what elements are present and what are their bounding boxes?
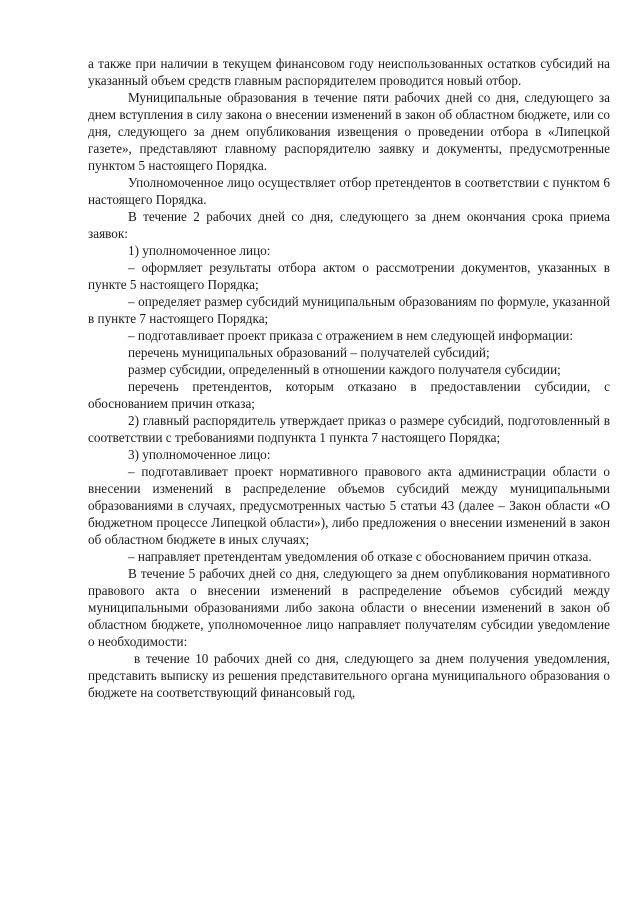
list-item: – подготавливает проект нормативного правового акта администрации области о внесении изменений в распределение объемов субсидий между муниципальными образованиями в случаях, предусмотренных частью 5 статьи 43 (далее – Закон области «О бюджетном процессе Липецкой области»), либо предложения о внесении изменений в закон об областном бюджете в иных случаях; xyxy=(88,464,610,547)
paragraph: в течение 10 рабочих дней со дня, следующего за днем получения уведомления, представить выписку из решения представительного органа муниципального образования о бюджете на соответствующий финансовый год, xyxy=(88,651,610,700)
list-item: – направляет претендентам уведомления об отказе с обоснованием причин отказа. xyxy=(128,549,592,564)
list-item: перечень муниципальных образований – получателей субсидий; xyxy=(128,345,490,360)
list-heading: 3) уполномоченное лицо: xyxy=(128,447,271,462)
paragraph: Муниципальные образования в течение пяти рабочих дней со дня, следующего за днем вступления в силу закона о внесении изменений в закон об областном бюджете, или со дня, следующего за днем опубликования извещения о проведении отбора в «Липецкой газете», представляют главному распорядителю заявку и документы, предусмотренные пунктом 5 настоящего Порядка. xyxy=(88,90,610,173)
list-item: 2) главный распорядитель утверждает приказ о размере субсидий, подготовленный в соответствии с требованиями подпункта 1 пункта 7 настоящего Порядка; xyxy=(88,413,610,445)
paragraph: В течение 2 рабочих дней со дня, следующего за днем окончания срока приема заявок: xyxy=(88,209,610,241)
list-heading: 1) уполномоченное лицо: xyxy=(128,243,271,258)
list-item: – оформляет результаты отбора актом о рассмотрении документов, указанных в пункте 5 настоящего Порядка; xyxy=(88,260,610,292)
list-item: перечень претендентов, которым отказано в предоставлении субсидии, с обоснованием причин отказа; xyxy=(88,379,610,411)
paragraph: а также при наличии в текущем финансовом году неиспользованных остатков субсидий на указанный объем средств главным распорядителем проводится новый отбор. xyxy=(88,56,610,88)
list-item: размер субсидии, определенный в отношении каждого получателя субсидии; xyxy=(128,362,561,377)
list-item: – определяет размер субсидий муниципальным образованиям по формуле, указанной в пункте 7 настоящего Порядка; xyxy=(88,294,610,326)
list-item: – подготавливает проект приказа с отражением в нем следующей информации: xyxy=(128,328,573,343)
paragraph: Уполномоченное лицо осуществляет отбор претендентов в соответствии с пунктом 6 настоящего Порядка. xyxy=(88,175,610,207)
paragraph: В течение 5 рабочих дней со дня, следующего за днем опубликования нормативного правового акта о внесении изменений в распределение объемов субсидий между муниципальными образованиями либо закона области о внесении изменений в закон об областном бюджете, уполномоченное лицо направляет получателям субсидии уведомление о необходимости: xyxy=(88,566,610,649)
